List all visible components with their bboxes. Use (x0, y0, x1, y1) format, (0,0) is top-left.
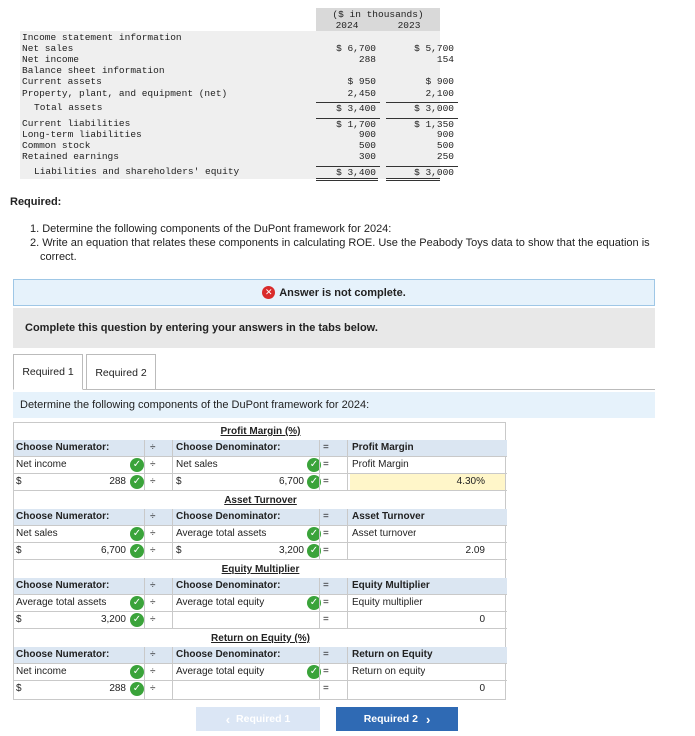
section-head-row (14, 647, 507, 664)
col-divider (319, 578, 320, 629)
check-icon: ✓ (307, 527, 321, 541)
section-name-row (14, 664, 507, 681)
col-divider (172, 578, 173, 629)
section-name-row (14, 457, 507, 474)
fin-value-2023: 154 (436, 54, 454, 65)
section-name-row (14, 526, 507, 543)
fin-label: Total assets (34, 102, 103, 113)
check-icon: ✓ (130, 613, 144, 627)
col-divider (172, 440, 173, 491)
fin-value-2024: 300 (358, 151, 376, 162)
section-title: Return on Equity (%) (211, 633, 310, 644)
numerator-heading: Choose Numerator: (16, 649, 110, 660)
numerator-heading: Choose Numerator: (16, 580, 110, 591)
equals-sign: = (323, 614, 329, 625)
fin-value-2023: $ 3,000 (386, 166, 458, 179)
fin-value-2023: $ 3,000 (386, 102, 458, 115)
section-value-row (14, 474, 507, 491)
numerator-select[interactable]: Net sales (16, 528, 58, 539)
section-title: Equity Multiplier (221, 564, 300, 575)
check-icon: ✓ (130, 475, 144, 489)
denominator-select[interactable]: Average total equity (176, 597, 265, 608)
fin-row (20, 151, 454, 163)
tab-required-2[interactable]: Required 2 (86, 354, 156, 390)
denominator-input[interactable] (176, 612, 304, 628)
check-icon: ✓ (307, 665, 321, 679)
denominator-select[interactable]: Net sales (176, 459, 218, 470)
result-heading: Equity Multiplier (352, 580, 430, 591)
divide-sign: ÷ (150, 476, 156, 487)
col-divider (319, 647, 320, 699)
denominator-heading: Choose Denominator: (176, 511, 281, 522)
result-value[interactable]: 2.09 (465, 545, 485, 556)
denominator-input[interactable]: 3,200 (278, 545, 304, 556)
numerator-heading: Choose Numerator: (16, 442, 110, 453)
equals-sign: = (323, 580, 329, 591)
instruction-box: Complete this question by entering your answers in the tabs below. (13, 308, 655, 348)
col-divider (347, 647, 348, 699)
equals-sign: = (323, 683, 329, 694)
equals-sign: = (323, 528, 329, 539)
tab-required-1[interactable]: Required 1 (13, 354, 83, 390)
fin-row (20, 166, 454, 178)
dupont-grid (13, 422, 506, 700)
fin-value-2023: 500 (436, 140, 454, 151)
equals-sign: = (323, 442, 329, 453)
col-divider (172, 509, 173, 560)
dupont-subhead: Determine the following components of the DuPont framework for 2024: (13, 392, 655, 418)
equals-sign: = (323, 649, 329, 660)
col-divider (347, 509, 348, 560)
divide-sign: ÷ (150, 442, 156, 453)
result-label: Profit Margin (352, 459, 409, 470)
numerator-input[interactable]: 6,700 (100, 545, 126, 556)
fin-value-2023: $ 1,350 (386, 118, 458, 131)
chevron-left-icon: ‹ (225, 711, 231, 727)
fin-value-2024: 500 (358, 140, 376, 151)
numerator-input[interactable]: 288 (109, 683, 126, 694)
result-value[interactable]: 4.30% (350, 474, 505, 490)
fin-label: Current liabilities (22, 118, 131, 129)
fin-label: Property, plant, and equipment (net) (22, 88, 228, 99)
equals-sign: = (323, 459, 329, 470)
fin-value-2024: 2,450 (347, 88, 376, 99)
fin-value-2023: $ 5,700 (414, 43, 454, 54)
section-value-row (14, 681, 507, 698)
required-item-2-cont: correct. (40, 251, 77, 263)
col-divider (319, 440, 320, 491)
col-divider (347, 440, 348, 491)
check-icon: ✓ (130, 458, 144, 472)
check-icon: ✓ (130, 544, 144, 558)
divide-sign: ÷ (150, 511, 156, 522)
section-value-row (14, 612, 507, 629)
denominator-input[interactable] (176, 681, 304, 697)
denominator-heading: Choose Denominator: (176, 442, 281, 453)
fin-label: Liabilities and shareholders' equity (34, 166, 240, 177)
equals-sign: = (323, 511, 329, 522)
col-divider (144, 440, 145, 491)
total-double-rule (316, 178, 378, 181)
fin-row (20, 88, 454, 100)
numerator-input[interactable]: 288 (109, 476, 126, 487)
col-divider (144, 509, 145, 560)
answer-status-text: Answer is not complete. (279, 286, 406, 299)
denominator-heading: Choose Denominator: (176, 580, 281, 591)
divide-sign: ÷ (150, 580, 156, 591)
fin-label: Balance sheet information (22, 65, 165, 76)
divide-sign: ÷ (150, 545, 156, 556)
fin-value-2024: $ 950 (347, 76, 376, 87)
required-item-2: 2. Write an equation that relates these components in calculating ROE. Use the Peabody Toys data to show that the equation is (30, 237, 650, 249)
fin-value-2023: 900 (436, 129, 454, 140)
dollar-sign: $ (16, 683, 22, 694)
fin-label: Current assets (22, 76, 102, 87)
numerator-select[interactable]: Average total assets (16, 597, 107, 608)
total-double-rule (386, 178, 440, 181)
equals-sign: = (323, 476, 329, 487)
fin-label: Retained earnings (22, 151, 119, 162)
fin-value-2023: 250 (436, 151, 454, 162)
numerator-select[interactable]: Net income (16, 459, 67, 470)
check-icon: ✓ (130, 682, 144, 696)
fin-label: Net sales (22, 43, 74, 54)
result-label: Return on equity (352, 666, 426, 677)
section-head-row (14, 578, 507, 595)
col-divider (347, 578, 348, 629)
equals-sign: = (323, 666, 329, 677)
required-list (30, 222, 695, 264)
check-icon: ✓ (307, 458, 321, 472)
divide-sign: ÷ (150, 683, 156, 694)
next-required-button[interactable] (336, 707, 458, 731)
divide-sign: ÷ (150, 614, 156, 625)
fin-value-2023: $ 900 (425, 76, 454, 87)
col-divider (172, 647, 173, 699)
dollar-sign: $ (16, 614, 22, 625)
divide-sign: ÷ (150, 649, 156, 660)
col-divider (144, 647, 145, 699)
col-divider (144, 578, 145, 629)
fin-value-2024: $ 6,700 (336, 43, 376, 54)
numerator-input[interactable]: 3,200 (100, 614, 126, 625)
fin-row (20, 76, 454, 88)
equals-sign: = (323, 597, 329, 608)
fin-label: Income statement information (22, 32, 182, 43)
divide-sign: ÷ (150, 666, 156, 677)
tab-underline (13, 389, 655, 390)
fin-value-2024: $ 3,400 (316, 102, 380, 115)
x-icon: ✕ (262, 286, 275, 299)
denominator-input[interactable]: 6,700 (278, 476, 304, 487)
numerator-heading: Choose Numerator: (16, 511, 110, 522)
section-head-row (14, 509, 507, 526)
section-value-row (14, 543, 507, 560)
dollar-sign: $ (16, 545, 22, 556)
dollar-sign: $ (16, 476, 22, 487)
result-heading: Profit Margin (352, 442, 414, 453)
denominator-select[interactable]: Average total assets (176, 528, 267, 539)
unit-header: ($ in thousands) (332, 9, 424, 20)
dollar-sign: $ (176, 476, 182, 487)
col-divider (319, 509, 320, 560)
result-value[interactable]: 0 (479, 614, 485, 625)
section-head-row (14, 440, 507, 457)
prev-button-label: Required 1 (236, 713, 291, 725)
prev-required-button[interactable] (196, 707, 320, 731)
required-item-1: 1. Determine the following components of the DuPont framework for 2024: (30, 223, 392, 235)
result-heading: Return on Equity (352, 649, 433, 660)
section-name-row (14, 595, 507, 612)
check-icon: ✓ (130, 527, 144, 541)
fin-label: Long-term liabilities (22, 129, 142, 140)
next-button-label: Required 2 (363, 713, 418, 725)
fin-row (20, 102, 454, 114)
divide-sign: ÷ (150, 459, 156, 470)
check-icon: ✓ (130, 665, 144, 679)
result-heading: Asset Turnover (352, 511, 425, 522)
denominator-select[interactable]: Average total equity (176, 666, 265, 677)
section-title: Asset Turnover (224, 495, 297, 506)
fin-label: Net income (22, 54, 80, 65)
check-icon: ✓ (307, 544, 321, 558)
fin-value-2024: $ 3,400 (316, 166, 380, 179)
check-icon: ✓ (307, 596, 321, 610)
fin-label: Common stock (22, 140, 91, 151)
check-icon: ✓ (307, 475, 321, 489)
equals-sign: = (323, 545, 329, 556)
answer-status-banner (13, 279, 655, 306)
divide-sign: ÷ (150, 528, 156, 539)
chevron-right-icon: › (425, 711, 431, 727)
required-title: Required: (10, 196, 62, 208)
year-2023-header: 2023 (397, 20, 421, 31)
fin-value-2024: $ 1,700 (316, 118, 380, 131)
divide-sign: ÷ (150, 597, 156, 608)
fin-value-2024: 900 (358, 129, 376, 140)
result-label: Equity multiplier (352, 597, 423, 608)
denominator-heading: Choose Denominator: (176, 649, 281, 660)
section-title: Profit Margin (%) (220, 426, 301, 437)
dollar-sign: $ (176, 545, 182, 556)
numerator-select[interactable]: Net income (16, 666, 67, 677)
fin-value-2024: 288 (358, 54, 376, 65)
fin-value-2023: 2,100 (425, 88, 454, 99)
check-icon: ✓ (130, 596, 144, 610)
result-value[interactable]: 0 (479, 683, 485, 694)
result-label: Asset turnover (352, 528, 417, 539)
year-2024-header: 2024 (335, 20, 359, 31)
